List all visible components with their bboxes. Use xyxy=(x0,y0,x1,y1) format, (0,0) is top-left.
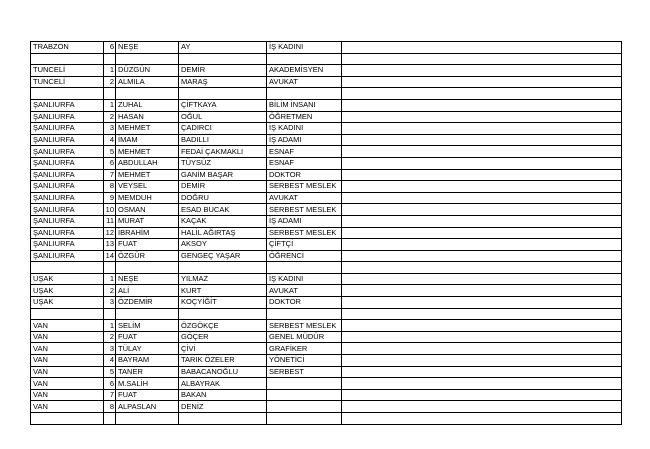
rank-cell: 6 xyxy=(104,157,116,169)
first-name-cell: FUAT xyxy=(116,331,179,343)
first-name-cell: MEHMET xyxy=(116,169,179,181)
occupation-cell: SERBEST MESLEK xyxy=(267,204,342,216)
rank-cell: 3 xyxy=(104,297,116,309)
table-row xyxy=(31,146,622,158)
table-row xyxy=(31,297,622,309)
table-row xyxy=(31,42,622,54)
table-row xyxy=(31,343,622,355)
table-row xyxy=(31,76,622,88)
table-row xyxy=(31,157,622,169)
occupation-cell: ESNAF xyxy=(267,157,342,169)
city-cell: UŞAK xyxy=(31,297,104,309)
table-row xyxy=(31,320,622,332)
empty-cell xyxy=(342,227,622,239)
last-name-cell: KAÇAK xyxy=(179,215,267,227)
table-row xyxy=(31,111,622,123)
empty-cell xyxy=(267,262,342,274)
first-name-cell: ÖZGÜR xyxy=(116,250,179,262)
occupation-cell: AVUKAT xyxy=(267,76,342,88)
blank-row xyxy=(31,53,622,65)
empty-cell xyxy=(342,366,622,378)
last-name-cell: ÇİFTKAYA xyxy=(179,99,267,111)
occupation-cell: İŞ KADINI xyxy=(267,42,342,54)
first-name-cell: ABDULLAH xyxy=(116,157,179,169)
first-name-cell: VEYSEL xyxy=(116,181,179,193)
rank-cell: 2 xyxy=(104,331,116,343)
empty-cell xyxy=(342,123,622,135)
last-name-cell: BAKAN xyxy=(179,389,267,401)
empty-cell xyxy=(342,76,622,88)
empty-cell xyxy=(116,262,179,274)
empty-cell xyxy=(31,262,104,274)
empty-cell xyxy=(342,250,622,262)
last-name-cell: BADILLI xyxy=(179,134,267,146)
rank-cell: 6 xyxy=(104,42,116,54)
occupation-cell: AKADEMİSYEN xyxy=(267,65,342,77)
rank-cell: 2 xyxy=(104,76,116,88)
rank-cell: 11 xyxy=(104,215,116,227)
city-cell: VAN xyxy=(31,343,104,355)
first-name-cell: ALİ xyxy=(116,285,179,297)
empty-cell xyxy=(342,413,622,425)
table-row xyxy=(31,134,622,146)
last-name-cell: ÇADIRCI xyxy=(179,123,267,135)
last-name-cell: ALBAYRAK xyxy=(179,378,267,390)
first-name-cell: ALMILA xyxy=(116,76,179,88)
occupation-cell: ÖĞRENCİ xyxy=(267,250,342,262)
rank-cell: 12 xyxy=(104,227,116,239)
occupation-cell: BİLİM İNSANI xyxy=(267,99,342,111)
last-name-cell: KOÇYİĞİT xyxy=(179,297,267,309)
rank-cell: 1 xyxy=(104,65,116,77)
city-cell: TRABZON xyxy=(31,42,104,54)
first-name-cell: MEMDUH xyxy=(116,192,179,204)
empty-cell xyxy=(342,285,622,297)
first-name-cell: DÜZGÜN xyxy=(116,65,179,77)
first-name-cell: İBRAHİM xyxy=(116,227,179,239)
table-row xyxy=(31,239,622,251)
empty-cell xyxy=(342,378,622,390)
city-cell: ŞANLIURFA xyxy=(31,134,104,146)
rank-cell: 13 xyxy=(104,239,116,251)
city-cell: TUNCELİ xyxy=(31,76,104,88)
empty-cell xyxy=(342,331,622,343)
rank-cell: 2 xyxy=(104,111,116,123)
city-cell: UŞAK xyxy=(31,285,104,297)
empty-cell xyxy=(342,134,622,146)
first-name-cell: NEŞE xyxy=(116,273,179,285)
city-cell: ŞANLIURFA xyxy=(31,181,104,193)
table-row xyxy=(31,378,622,390)
occupation-cell: İŞ KADINI xyxy=(267,273,342,285)
rank-cell: 6 xyxy=(104,378,116,390)
table-row xyxy=(31,355,622,367)
empty-cell xyxy=(104,53,116,65)
last-name-cell: BABACANOĞLU xyxy=(179,366,267,378)
city-cell: TUNCELİ xyxy=(31,65,104,77)
first-name-cell: NEŞE xyxy=(116,42,179,54)
empty-cell xyxy=(116,53,179,65)
city-cell: ŞANLIURFA xyxy=(31,227,104,239)
blank-row xyxy=(31,413,622,425)
occupation-cell: SERBEST MESLEK xyxy=(267,181,342,193)
occupation-cell: SERBEST xyxy=(267,366,342,378)
rank-cell: 3 xyxy=(104,123,116,135)
occupation-cell: SERBEST MESLEK xyxy=(267,320,342,332)
first-name-cell: M.SALİH xyxy=(116,378,179,390)
city-cell: UŞAK xyxy=(31,273,104,285)
last-name-cell: HALİL AĞIRTAŞ xyxy=(179,227,267,239)
empty-cell xyxy=(267,413,342,425)
last-name-cell: ÇİVİ xyxy=(179,343,267,355)
empty-cell xyxy=(116,413,179,425)
empty-cell xyxy=(104,413,116,425)
rank-cell: 3 xyxy=(104,343,116,355)
city-cell: VAN xyxy=(31,389,104,401)
empty-cell xyxy=(342,192,622,204)
empty-cell xyxy=(31,88,104,100)
empty-cell xyxy=(342,273,622,285)
empty-cell xyxy=(342,53,622,65)
empty-cell xyxy=(179,413,267,425)
table-body xyxy=(31,42,622,425)
empty-cell xyxy=(342,65,622,77)
occupation-cell xyxy=(267,378,342,390)
rank-cell: 7 xyxy=(104,169,116,181)
empty-cell xyxy=(342,320,622,332)
occupation-cell: ESNAF xyxy=(267,146,342,158)
empty-cell xyxy=(179,308,267,320)
empty-cell xyxy=(267,88,342,100)
first-name-cell: TANER xyxy=(116,366,179,378)
rank-cell: 14 xyxy=(104,250,116,262)
empty-cell xyxy=(342,355,622,367)
blank-row xyxy=(31,308,622,320)
occupation-cell: İŞ ADAMI xyxy=(267,215,342,227)
rank-cell: 10 xyxy=(104,204,116,216)
empty-cell xyxy=(342,111,622,123)
table-row xyxy=(31,123,622,135)
empty-cell xyxy=(342,204,622,216)
first-name-cell: İMAM xyxy=(116,134,179,146)
first-name-cell: FUAT xyxy=(116,389,179,401)
empty-cell xyxy=(104,262,116,274)
occupation-cell: AVUKAT xyxy=(267,192,342,204)
city-cell: ŞANLIURFA xyxy=(31,204,104,216)
empty-cell xyxy=(342,389,622,401)
table-row xyxy=(31,250,622,262)
table-row xyxy=(31,65,622,77)
last-name-cell: FEDAİ ÇAKMAKLI xyxy=(179,146,267,158)
first-name-cell: MURAT xyxy=(116,215,179,227)
city-cell: ŞANLIURFA xyxy=(31,239,104,251)
last-name-cell: GÖÇER xyxy=(179,331,267,343)
city-cell: VAN xyxy=(31,366,104,378)
city-cell: ŞANLIURFA xyxy=(31,123,104,135)
last-name-cell: OĞUL xyxy=(179,111,267,123)
city-cell: ŞANLIURFA xyxy=(31,157,104,169)
last-name-cell: DOĞRU xyxy=(179,192,267,204)
occupation-cell: AVUKAT xyxy=(267,285,342,297)
last-name-cell: MARAŞ xyxy=(179,76,267,88)
table-row xyxy=(31,227,622,239)
table-row xyxy=(31,331,622,343)
occupation-cell: GENEL MÜDÜR xyxy=(267,331,342,343)
rank-cell: 1 xyxy=(104,320,116,332)
city-cell: VAN xyxy=(31,401,104,413)
city-cell: ŞANLIURFA xyxy=(31,111,104,123)
occupation-cell: DOKTOR xyxy=(267,169,342,181)
empty-cell xyxy=(342,157,622,169)
empty-cell xyxy=(116,308,179,320)
last-name-cell: KURT xyxy=(179,285,267,297)
first-name-cell: FUAT xyxy=(116,239,179,251)
city-cell: ŞANLIURFA xyxy=(31,146,104,158)
empty-cell xyxy=(342,181,622,193)
occupation-cell: GRAFİKER xyxy=(267,343,342,355)
occupation-cell xyxy=(267,389,342,401)
table-row xyxy=(31,285,622,297)
last-name-cell: GENGEÇ YAŞAR xyxy=(179,250,267,262)
last-name-cell: TÜYSÜZ xyxy=(179,157,267,169)
empty-cell xyxy=(342,239,622,251)
empty-cell xyxy=(179,88,267,100)
first-name-cell: MEHMET xyxy=(116,146,179,158)
first-name-cell: HASAN xyxy=(116,111,179,123)
empty-cell xyxy=(31,413,104,425)
table-row xyxy=(31,366,622,378)
rank-cell: 7 xyxy=(104,389,116,401)
first-name-cell: TÜLAY xyxy=(116,343,179,355)
city-cell: ŞANLIURFA xyxy=(31,192,104,204)
empty-cell xyxy=(342,297,622,309)
last-name-cell: TARIK ÖZELER xyxy=(179,355,267,367)
occupation-cell: SERBEST MESLEK xyxy=(267,227,342,239)
last-name-cell: AY xyxy=(179,42,267,54)
empty-cell xyxy=(31,308,104,320)
empty-cell xyxy=(31,53,104,65)
empty-cell xyxy=(116,88,179,100)
last-name-cell: DENİZ xyxy=(179,401,267,413)
rank-cell: 2 xyxy=(104,285,116,297)
first-name-cell: ZUHAL xyxy=(116,99,179,111)
occupation-cell: YÖNETİCİ xyxy=(267,355,342,367)
rank-cell: 8 xyxy=(104,401,116,413)
empty-cell xyxy=(342,308,622,320)
empty-cell xyxy=(267,53,342,65)
city-cell: VAN xyxy=(31,331,104,343)
rank-cell: 1 xyxy=(104,99,116,111)
city-cell: ŞANLIURFA xyxy=(31,215,104,227)
first-name-cell: SELİM xyxy=(116,320,179,332)
occupation-cell: İŞ ADAMI xyxy=(267,134,342,146)
first-name-cell: BAYRAM xyxy=(116,355,179,367)
empty-cell xyxy=(104,308,116,320)
table-row xyxy=(31,99,622,111)
last-name-cell: ÖZGÖKÇE xyxy=(179,320,267,332)
first-name-cell: ALPASLAN xyxy=(116,401,179,413)
rank-cell: 4 xyxy=(104,134,116,146)
table-row xyxy=(31,181,622,193)
occupation-cell: ÇİFTÇİ xyxy=(267,239,342,251)
last-name-cell: ESAD BUCAK xyxy=(179,204,267,216)
empty-cell xyxy=(342,215,622,227)
table-row xyxy=(31,192,622,204)
empty-cell xyxy=(342,99,622,111)
empty-cell xyxy=(342,169,622,181)
table-row xyxy=(31,401,622,413)
first-name-cell: OSMAN xyxy=(116,204,179,216)
rank-cell: 1 xyxy=(104,273,116,285)
city-cell: ŞANLIURFA xyxy=(31,250,104,262)
empty-cell xyxy=(267,308,342,320)
city-cell: ŞANLIURFA xyxy=(31,99,104,111)
occupation-cell: İŞ KADINI xyxy=(267,123,342,135)
last-name-cell: YILMAZ xyxy=(179,273,267,285)
first-name-cell: ÖZDEMİR xyxy=(116,297,179,309)
city-cell: VAN xyxy=(31,378,104,390)
rank-cell: 4 xyxy=(104,355,116,367)
rank-cell: 5 xyxy=(104,146,116,158)
rank-cell: 5 xyxy=(104,366,116,378)
empty-cell xyxy=(342,262,622,274)
empty-cell xyxy=(179,53,267,65)
blank-row xyxy=(31,262,622,274)
occupation-cell xyxy=(267,401,342,413)
table-row xyxy=(31,215,622,227)
last-name-cell: DEMİR xyxy=(179,65,267,77)
empty-cell xyxy=(342,88,622,100)
occupation-cell: DOKTOR xyxy=(267,297,342,309)
empty-cell xyxy=(342,42,622,54)
city-cell: VAN xyxy=(31,355,104,367)
first-name-cell: MEHMET xyxy=(116,123,179,135)
last-name-cell: AKSOY xyxy=(179,239,267,251)
empty-cell xyxy=(342,401,622,413)
empty-cell xyxy=(342,343,622,355)
empty-cell xyxy=(179,262,267,274)
rank-cell: 8 xyxy=(104,181,116,193)
blank-row xyxy=(31,88,622,100)
occupation-cell: ÖĞRETMEN xyxy=(267,111,342,123)
city-cell: ŞANLIURFA xyxy=(31,169,104,181)
table-row xyxy=(31,389,622,401)
last-name-cell: GANİM BAŞAR xyxy=(179,169,267,181)
table-row xyxy=(31,169,622,181)
rank-cell: 9 xyxy=(104,192,116,204)
last-name-cell: DEMİR xyxy=(179,181,267,193)
empty-cell xyxy=(342,146,622,158)
candidate-table xyxy=(30,41,622,425)
empty-cell xyxy=(104,88,116,100)
city-cell: VAN xyxy=(31,320,104,332)
table-row xyxy=(31,273,622,285)
table-row xyxy=(31,204,622,216)
